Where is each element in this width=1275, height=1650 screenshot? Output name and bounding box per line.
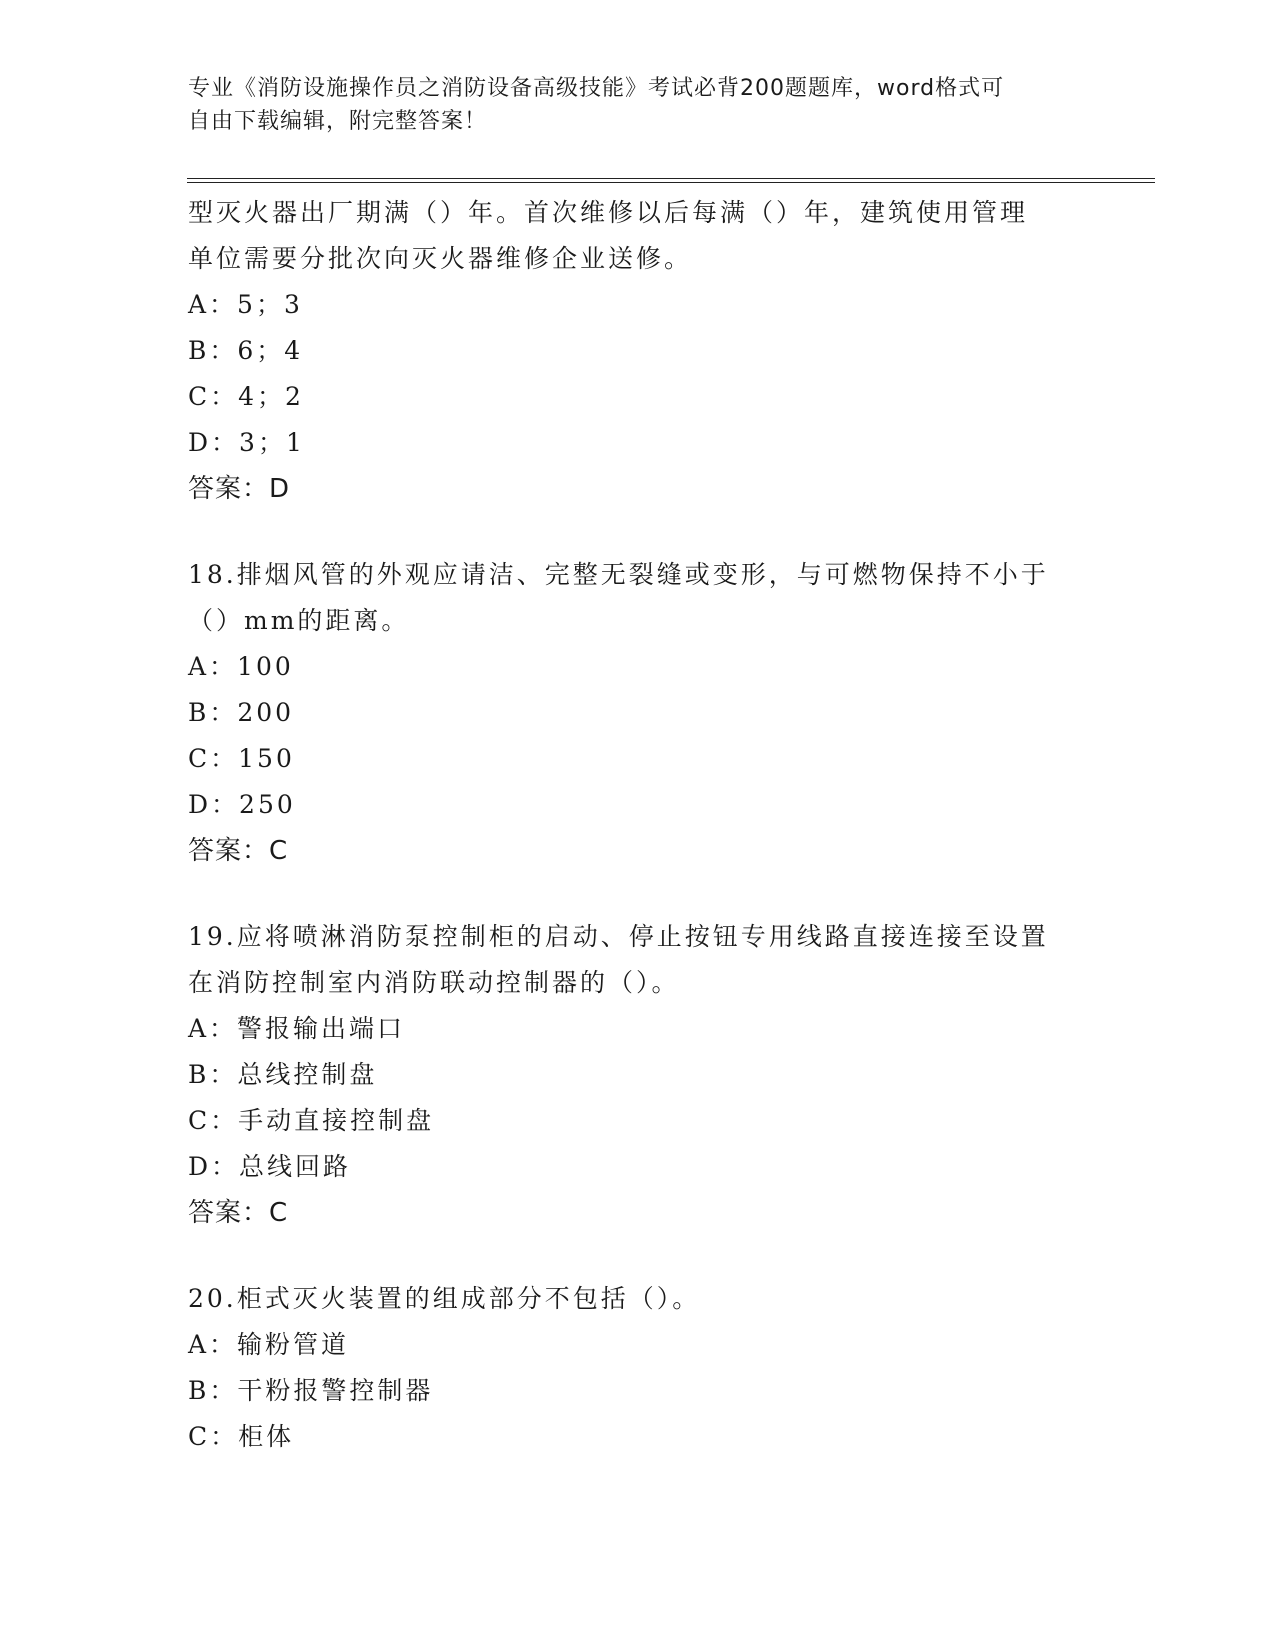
question-text-line: 20.柜式灭火装置的组成部分不包括（）。 (188, 1284, 701, 1313)
spacer (188, 512, 1088, 552)
question-list (188, 190, 1088, 1460)
question-text-line: （）mm的距离。 (188, 606, 410, 635)
option-b: B：200 (188, 698, 295, 727)
option-d: D：250 (188, 790, 296, 819)
option-d: D：总线回路 (188, 1152, 352, 1181)
question-text-line: 18.排烟风管的外观应请洁、完整无裂缝或变形，与可燃物保持不小于 (188, 560, 1049, 589)
option-a: A：输粉管道 (188, 1330, 350, 1359)
option-b: B：总线控制盘 (188, 1060, 378, 1089)
header-line-2: 自由下载编辑，附完整答案！ (188, 109, 488, 134)
question-block (188, 190, 1088, 512)
header-divider-top (187, 178, 1155, 179)
option-b: B：6；4 (188, 336, 304, 365)
option-a: A：警报输出端口 (188, 1014, 406, 1043)
document-header (188, 72, 1068, 138)
option-a: A：100 (188, 652, 294, 681)
spacer (188, 1236, 1088, 1276)
question-text-line: 19.应将喷淋消防泵控制柜的启动、停止按钮专用线路直接连接至设置 (188, 922, 1049, 951)
question-block (188, 914, 1088, 1236)
question-text-line: 型灭火器出厂期满（）年。首次维修以后每满（）年，建筑使用管理 (188, 198, 1029, 227)
question-text-line: 在消防控制室内消防联动控制器的（）。 (188, 968, 680, 997)
option-c: C：150 (188, 744, 295, 773)
option-c: C：柜体 (188, 1422, 295, 1451)
answer-label: 答案：C (188, 836, 289, 866)
option-a: A：5；3 (188, 290, 303, 319)
answer-label: 答案：D (188, 474, 291, 504)
option-d: D：3；1 (188, 428, 305, 457)
question-block (188, 552, 1088, 874)
header-divider-bottom (187, 182, 1155, 183)
option-c: C：4；2 (188, 382, 304, 411)
answer-label: 答案：C (188, 1198, 289, 1228)
spacer (188, 874, 1088, 914)
option-b: B：干粉报警控制器 (188, 1376, 434, 1405)
question-block (188, 1276, 1088, 1460)
option-c: C：手动直接控制盘 (188, 1106, 435, 1135)
header-line-1: 专业《消防设施操作员之消防设备高级技能》考试必背200题题库，word格式可 (188, 76, 1005, 101)
question-text-line: 单位需要分批次向灭火器维修企业送修。 (188, 244, 693, 273)
